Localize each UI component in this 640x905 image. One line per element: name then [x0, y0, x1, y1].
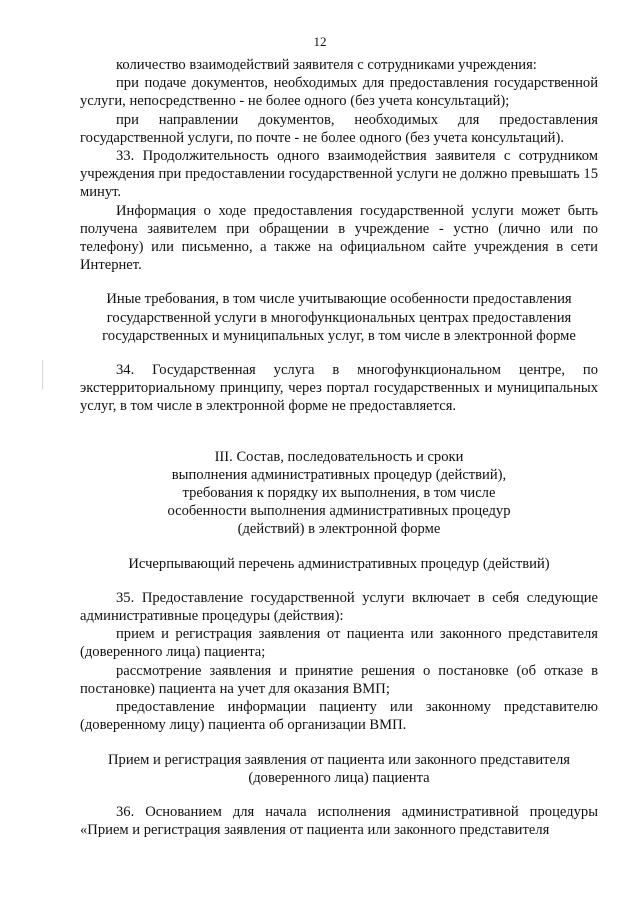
- spacer: [80, 573, 598, 589]
- section-heading-iii: [80, 448, 598, 539]
- heading-reception-line: Прием и регистрация заявления от пациента или законного представителя: [107, 751, 571, 768]
- margin-scan-mark: [42, 360, 43, 390]
- spacer: [80, 274, 598, 290]
- heading-procedures-list: Исчерпывающий перечень административных процедур (действий): [128, 555, 550, 572]
- paragraph-procedure-reception: прием и регистрация заявления от пациента или законного представителя (доверенного лица) пациента;: [80, 626, 598, 661]
- paragraph-33: 33. Продолжительность одного взаимодействия заявителя с сотрудником учреждения при предоставлении государственной услуги не должно превышать 15 минут.: [80, 148, 598, 201]
- spacer: [80, 787, 598, 803]
- heading-reception: [80, 751, 598, 787]
- section-heading-line: требования к порядку их выполнения, в том числе: [182, 485, 496, 502]
- paragraph-35: 35. Предоставление государственной услуги включает в себя следующие административные процедуры (действия):: [80, 589, 598, 625]
- document-body: [80, 56, 598, 839]
- spacer: [80, 416, 598, 448]
- heading-reception-line: (доверенного лица) пациента: [248, 769, 430, 786]
- section-heading-line: особенности выполнения административных процедур: [167, 503, 511, 520]
- paragraph-submission-mail: при направлении документов, необходимых для предоставления государственной услуги, по почте - не более одного (без учета консультаций).: [80, 111, 598, 146]
- paragraph-34: 34. Государственная услуга в многофункциональном центре, по экстерриториальному принципу, через портал государственных и муниципальных услуг, в том числе в электронной форме не предоставляется.: [80, 362, 598, 415]
- spacer: [80, 345, 598, 361]
- heading-other-requirements: Иные требования, в том числе учитывающие особенности предоставления государственной услуги в многофункциональных центрах предоставления государственных и муниципальных услуг, в том числе в электронной форме: [102, 291, 576, 344]
- paragraph-procedure-information: предоставление информации пациенту или законному представителю (доверенному лицу) пациента об организации ВМП.: [80, 699, 598, 734]
- paragraph-interactions-count: количество взаимодействий заявителя с сотрудниками учреждения:: [116, 57, 537, 73]
- paragraph-procedure-review: рассмотрение заявления и принятие решения о постановке (об отказе в постановке) пациента на учет для оказания ВМП;: [80, 662, 598, 697]
- section-heading-line: (действий) в электронной форме: [237, 521, 441, 538]
- paragraph-submission-direct: при подаче документов, необходимых для предоставления государственной услуги, непосредственно - не более одного (без учета консультаций);: [80, 75, 598, 110]
- paragraph-36: 36. Основанием для начала исполнения административной процедуры «Прием и регистрация заявления от пациента или законного представителя: [80, 803, 598, 839]
- section-heading-line: III. Состав, последовательность и сроки: [214, 448, 464, 465]
- spacer: [80, 735, 598, 751]
- page-number: 12: [313, 34, 327, 49]
- section-heading-line: выполнения административных процедур (действий),: [171, 466, 507, 483]
- paragraph-progress-info: Информация о ходе предоставления государственной услуги может быть получена заявителем при обращении в учреждение - устно (лично или по телефону) или письменно, а также на официальном сайте учреждения в сети Интернет.: [80, 202, 598, 274]
- spacer: [80, 539, 598, 555]
